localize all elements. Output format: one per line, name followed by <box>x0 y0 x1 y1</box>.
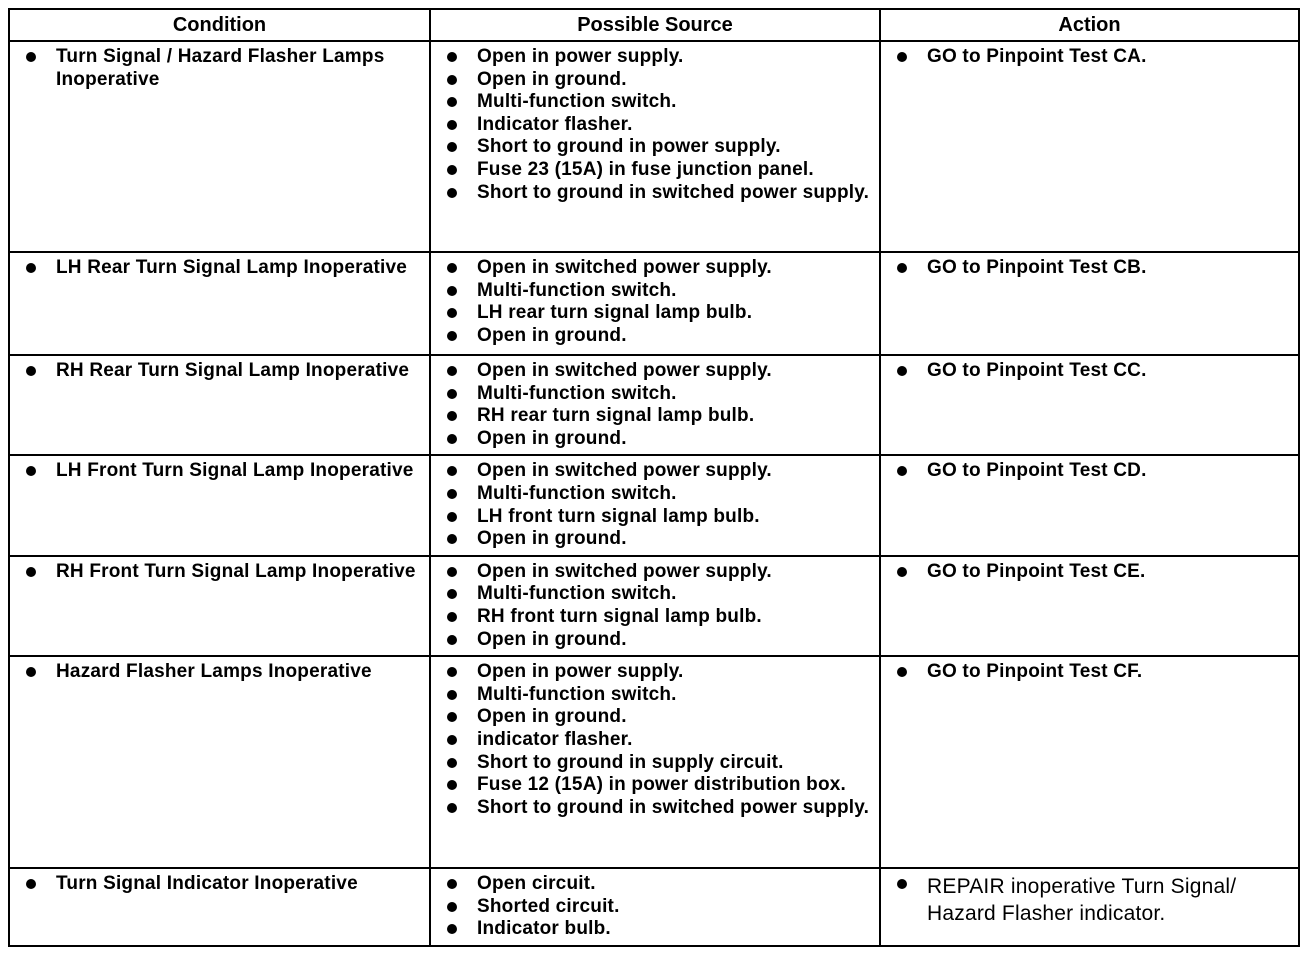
source-item: Open in switched power supply. <box>437 460 873 483</box>
source-item: Short to ground in switched power supply. <box>437 797 873 820</box>
table-row <box>9 355 1299 455</box>
source-item: Multi-function switch. <box>437 280 873 303</box>
source-item: Fuse 23 (15A) in fuse junction panel. <box>437 159 873 182</box>
table-row <box>9 556 1299 656</box>
source-item: Open circuit. <box>437 873 873 896</box>
header-row <box>9 9 1299 41</box>
symptom-chart-table <box>8 8 1300 947</box>
source-item: Shorted circuit. <box>437 896 873 919</box>
condition-text: LH Rear Turn Signal Lamp Inoperative <box>16 257 423 280</box>
source-item: Open in ground. <box>437 428 873 451</box>
action-text: GO to Pinpoint Test CA. <box>887 46 1292 69</box>
condition-text: Hazard Flasher Lamps Inoperative <box>16 661 423 684</box>
source-item: Open in power supply. <box>437 661 873 684</box>
condition-text: RH Front Turn Signal Lamp Inoperative <box>16 561 423 584</box>
action-cell <box>880 455 1299 555</box>
source-item: RH rear turn signal lamp bulb. <box>437 405 873 428</box>
table-row <box>9 41 1299 252</box>
table-row <box>9 252 1299 355</box>
table-row <box>9 868 1299 946</box>
source-item: Multi-function switch. <box>437 91 873 114</box>
source-item: Short to ground in supply circuit. <box>437 752 873 775</box>
source-cell <box>430 656 880 868</box>
source-item: Multi-function switch. <box>437 383 873 406</box>
action-cell <box>880 868 1299 946</box>
condition-cell <box>9 41 430 252</box>
condition-text: Turn Signal Indicator Inoperative <box>16 873 423 896</box>
action-cell <box>880 41 1299 252</box>
source-item: RH front turn signal lamp bulb. <box>437 606 873 629</box>
action-text: GO to Pinpoint Test CC. <box>887 360 1292 383</box>
source-item: Open in ground. <box>437 706 873 729</box>
source-cell <box>430 355 880 455</box>
condition-cell <box>9 252 430 355</box>
action-cell <box>880 556 1299 656</box>
source-item: Open in power supply. <box>437 46 873 69</box>
source-item: Indicator flasher. <box>437 114 873 137</box>
action-text: GO to Pinpoint Test CF. <box>887 661 1292 684</box>
source-item: Indicator bulb. <box>437 918 873 941</box>
diagnosis-page <box>8 8 1298 947</box>
condition-cell <box>9 656 430 868</box>
source-item: LH front turn signal lamp bulb. <box>437 506 873 529</box>
source-item: Open in ground. <box>437 325 873 348</box>
source-item: Open in ground. <box>437 69 873 92</box>
header-condition: Condition <box>9 9 430 41</box>
table-row <box>9 656 1299 868</box>
source-item: Multi-function switch. <box>437 684 873 707</box>
source-cell <box>430 455 880 555</box>
action-text: GO to Pinpoint Test CE. <box>887 561 1292 584</box>
condition-cell <box>9 355 430 455</box>
table-row <box>9 455 1299 555</box>
condition-cell <box>9 556 430 656</box>
action-text: GO to Pinpoint Test CD. <box>887 460 1292 483</box>
condition-cell <box>9 868 430 946</box>
source-item: Open in switched power supply. <box>437 360 873 383</box>
source-item: Open in ground. <box>437 629 873 652</box>
source-item: Open in switched power supply. <box>437 257 873 280</box>
source-item: Fuse 12 (15A) in power distribution box. <box>437 774 873 797</box>
source-item: Open in switched power supply. <box>437 561 873 584</box>
source-cell <box>430 868 880 946</box>
condition-text: LH Front Turn Signal Lamp Inoperative <box>16 460 423 483</box>
header-possible-source: Possible Source <box>430 9 880 41</box>
action-text: REPAIR inoperative Turn Signal/ Hazard Flasher indicator. <box>887 873 1292 927</box>
source-item: Open in ground. <box>437 528 873 551</box>
action-text: GO to Pinpoint Test CB. <box>887 257 1292 280</box>
source-item: LH rear turn signal lamp bulb. <box>437 302 873 325</box>
header-action: Action <box>880 9 1299 41</box>
condition-text: RH Rear Turn Signal Lamp Inoperative <box>16 360 423 383</box>
source-item: Multi-function switch. <box>437 583 873 606</box>
action-cell <box>880 252 1299 355</box>
condition-text: Turn Signal / Hazard Flasher Lamps Inoperative <box>16 46 423 91</box>
source-item: indicator flasher. <box>437 729 873 752</box>
source-cell <box>430 41 880 252</box>
source-cell <box>430 252 880 355</box>
action-cell <box>880 656 1299 868</box>
action-cell <box>880 355 1299 455</box>
source-item: Short to ground in switched power supply. <box>437 182 873 205</box>
source-item: Short to ground in power supply. <box>437 136 873 159</box>
source-item: Multi-function switch. <box>437 483 873 506</box>
source-cell <box>430 556 880 656</box>
condition-cell <box>9 455 430 555</box>
